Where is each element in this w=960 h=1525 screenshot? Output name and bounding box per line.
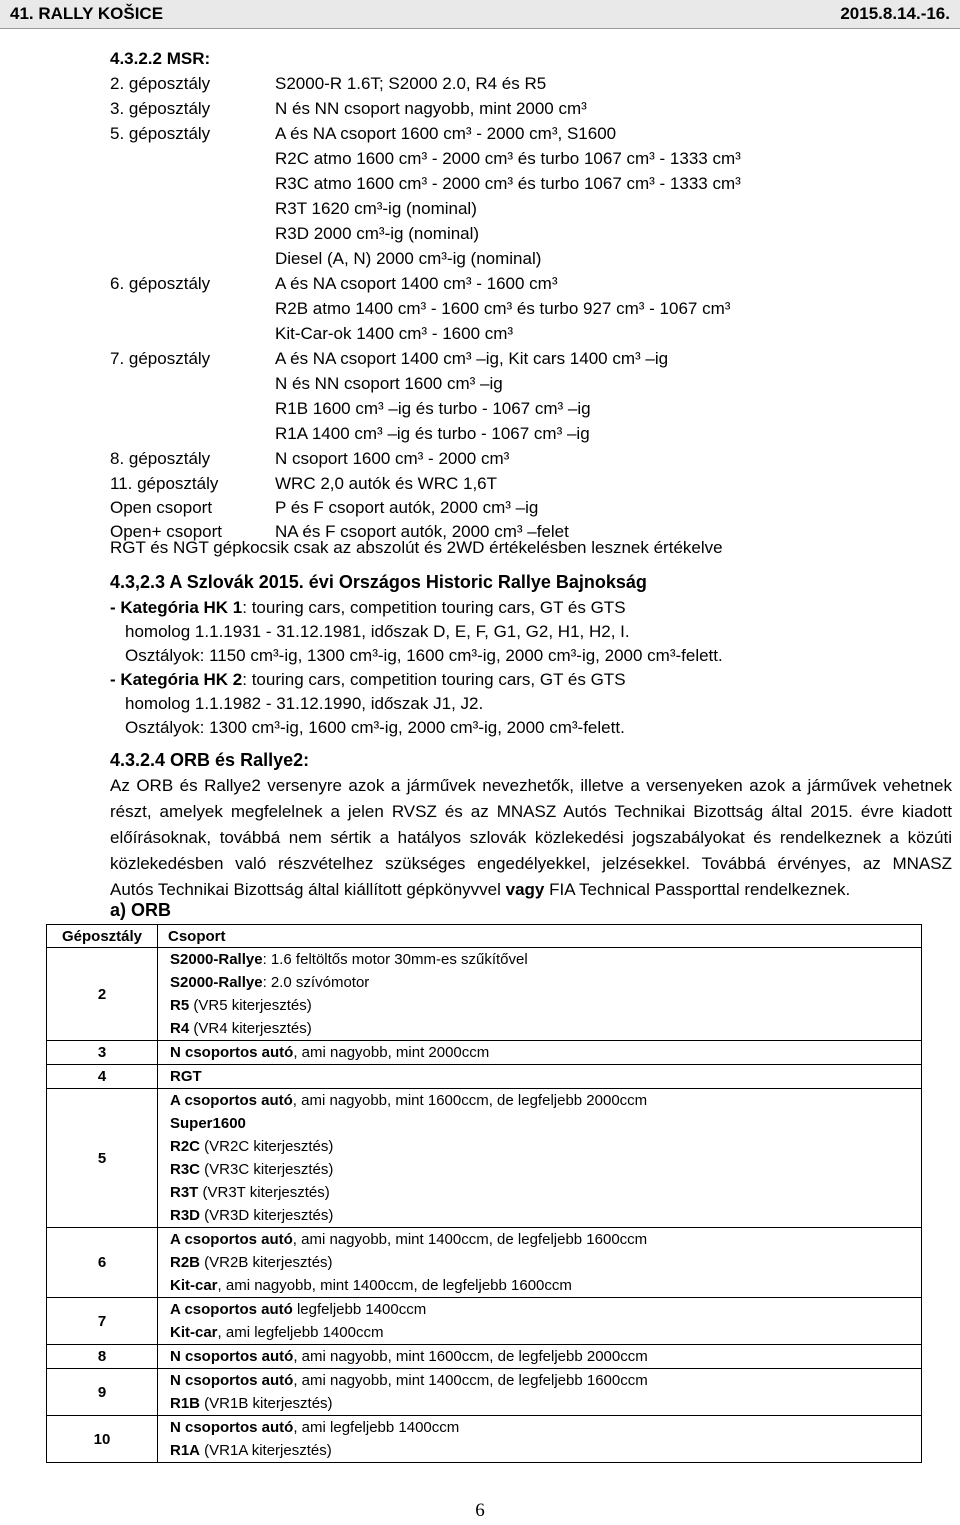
- orb-last-post: FIA Technical Passporttal rendelkeznek.: [544, 880, 851, 899]
- group-item: [170, 1345, 921, 1368]
- group-item-name: A csoportos autó: [170, 1231, 293, 1248]
- table-row: [47, 1416, 922, 1463]
- group-item: [170, 1065, 921, 1088]
- group-item-desc: , ami nagyobb, mint 1400ccm, de legfeljebb 1600ccm: [217, 1277, 572, 1294]
- group-item-desc: : 1.6 feltöltős motor 30mm-es szűkítővel: [262, 951, 528, 968]
- group-item-desc: (VR3D kiterjesztés): [200, 1207, 334, 1224]
- group-item-name: A csoportos autó: [170, 1301, 293, 1318]
- group-item-name: R1B: [170, 1395, 201, 1412]
- table-row: [47, 1298, 922, 1345]
- msr-class-value: Kit-Car-ok 1400 cm³ - 1600 cm³: [275, 324, 514, 343]
- class-groups: [158, 948, 922, 1041]
- page-number: 6: [475, 1500, 485, 1521]
- table-row: [47, 1041, 922, 1065]
- group-item: [170, 1181, 921, 1204]
- msr-class-value: N és NN csoport 1600 cm³ –ig: [275, 374, 503, 393]
- table-row: [47, 1345, 922, 1369]
- msr-class-value: Diesel (A, N) 2000 cm³-ig (nominal): [275, 249, 542, 268]
- msr-class-value: R1B 1600 cm³ –ig és turbo - 1067 cm³ –ig: [275, 399, 591, 418]
- table-body: [47, 948, 922, 1463]
- class-groups: [158, 1298, 922, 1345]
- group-item-desc: , ami nagyobb, mint 2000ccm: [293, 1044, 490, 1061]
- group-item-desc: (VR3T kiterjesztés): [198, 1184, 330, 1201]
- msr-class-value: P és F csoport autók, 2000 cm³ –ig: [275, 498, 539, 517]
- page-header: [0, 0, 960, 29]
- group-item-name: R3C: [170, 1161, 201, 1178]
- table-row: [47, 1369, 922, 1416]
- group-item-desc: (VR3C kiterjesztés): [200, 1161, 334, 1178]
- historic-heading: 4.3,2.3 A Szlovák 2015. évi Országos Historic Rallye Bajnokság: [110, 572, 647, 592]
- group-item-desc: , ami nagyobb, mint 1600ccm, de legfeljebb 2000ccm: [292, 1092, 648, 1109]
- group-item: [170, 994, 921, 1017]
- table-row: [47, 1065, 922, 1089]
- col-header-group: Csoport: [158, 925, 922, 948]
- class-table: [46, 924, 922, 1463]
- class-groups: [158, 1228, 922, 1298]
- class-groups: [158, 1369, 922, 1416]
- msr-class-value: R1A 1400 cm³ –ig és turbo - 1067 cm³ –ig: [275, 424, 590, 443]
- group-item-name: A csoportos autó: [170, 1092, 293, 1109]
- group-item-name: N csoportos autó: [170, 1419, 294, 1436]
- msr-class-value: R3D 2000 cm³-ig (nominal): [275, 224, 480, 243]
- col-header-class: Géposztály: [47, 925, 158, 948]
- group-item: [170, 1041, 921, 1064]
- orb-paragraph-line: előírásoknak, továbbá nem sértik a hatályos szlovák közlekedési jogszabályokat és rendelkeznek a közúti: [110, 828, 952, 847]
- group-item-name: R3T: [170, 1184, 199, 1201]
- group-item: [170, 1017, 921, 1040]
- msr-class-label: 2. géposztály: [110, 74, 211, 93]
- group-item-name: Kit-car: [170, 1324, 218, 1341]
- header-date: 2015.8.14.-16.: [840, 4, 950, 23]
- msr-class-label: Open csoport: [110, 498, 213, 517]
- group-item: [170, 1112, 921, 1135]
- class-number: 4: [47, 1065, 158, 1089]
- group-item: [170, 1274, 921, 1297]
- orb-heading: 4.3.2.4 ORB és Rallye2:: [110, 750, 310, 770]
- group-item: [170, 1251, 921, 1274]
- msr-class-value: A és NA csoport 1600 cm³ - 2000 cm³, S1600: [275, 124, 617, 143]
- orb-last-bold: vagy: [505, 880, 545, 899]
- class-number: 3: [47, 1041, 158, 1065]
- msr-class-label: 5. géposztály: [110, 124, 211, 143]
- hk2-classes: Osztályok: 1300 cm³-ig, 1600 cm³-ig, 2000 cm³-ig, 2000 cm³-felett.: [125, 718, 625, 737]
- msr-class-value: R2B atmo 1400 cm³ - 1600 cm³ és turbo 927 cm³ - 1067 cm³: [275, 299, 731, 318]
- group-item-desc: , ami legfeljebb 1400ccm: [217, 1324, 384, 1341]
- msr-heading: 4.3.2.2 MSR:: [110, 49, 211, 68]
- hk2-desc: : touring cars, competition touring cars, GT és GTS: [242, 670, 626, 689]
- msr-class-value: NA és F csoport autók, 2000 cm³ –felet: [275, 522, 569, 541]
- group-item-name: R2B: [170, 1254, 201, 1271]
- group-item: [170, 948, 921, 971]
- hk1-label: - Kategória HK 1: [110, 598, 243, 617]
- orb-paragraph-line: részt, amelyek megfelelnek a jelen RVSZ és az MNASZ Autós Technikai Bizottság által 2015. évre kiadott: [110, 802, 952, 821]
- class-groups: [158, 1065, 922, 1089]
- group-item-desc: , ami nagyobb, mint 1400ccm, de legfeljebb 1600ccm: [293, 1372, 648, 1389]
- group-item-name: Kit-car: [170, 1277, 218, 1294]
- class-groups: [158, 1089, 922, 1228]
- msr-class-value: N és NN csoport nagyobb, mint 2000 cm³: [275, 99, 587, 118]
- group-item: [170, 1321, 921, 1344]
- msr-note: RGT és NGT gépkocsik csak az abszolút és 2WD értékelésben lesznek értékelve: [110, 538, 723, 557]
- msr-class-label: 7. géposztály: [110, 349, 211, 368]
- msr-class-label: 11. géposztály: [110, 474, 219, 493]
- group-item: [170, 1228, 921, 1251]
- group-item: [170, 1439, 921, 1462]
- group-item-desc: (VR2B kiterjesztés): [200, 1254, 333, 1271]
- msr-class-value: N csoport 1600 cm³ - 2000 cm³: [275, 449, 510, 468]
- class-groups: [158, 1416, 922, 1463]
- msr-class-value: WRC 2,0 autók és WRC 1,6T: [275, 474, 498, 493]
- group-item-name: S2000-Rallye: [170, 974, 263, 991]
- class-groups: [158, 1041, 922, 1065]
- hk1-classes: Osztályok: 1150 cm³-ig, 1300 cm³-ig, 1600 cm³-ig, 2000 cm³-ig, 2000 cm³-felett.: [125, 646, 723, 665]
- msr-class-label: 3. géposztály: [110, 99, 211, 118]
- orb-subheading: a) ORB: [110, 900, 172, 920]
- group-item-desc: , ami nagyobb, mint 1600ccm, de legfeljebb 2000ccm: [293, 1348, 648, 1365]
- group-item-desc: : 2.0 szívómotor: [262, 974, 370, 991]
- group-item-desc: legfeljebb 1400ccm: [292, 1301, 427, 1318]
- msr-class-value: S2000-R 1.6T; S2000 2.0, R4 és R5: [275, 74, 547, 93]
- group-item-name: RGT: [170, 1068, 202, 1085]
- msr-class-value: R3C atmo 1600 cm³ - 2000 cm³ és turbo 1067 cm³ - 1333 cm³: [275, 174, 741, 193]
- orb-paragraph-line: közlekedésben való részvételhez szükséges engedélyekkel, jelzésekkel. Továbbá érvényes, az MNASZ: [110, 854, 952, 873]
- group-item-desc: , ami legfeljebb 1400ccm: [293, 1419, 460, 1436]
- table-row: [47, 1089, 922, 1228]
- class-number: 9: [47, 1369, 158, 1416]
- hk2-label: - Kategória HK 2: [110, 670, 243, 689]
- group-item: [170, 971, 921, 994]
- group-item-desc: (VR1B kiterjesztés): [200, 1395, 333, 1412]
- class-number: 10: [47, 1416, 158, 1463]
- msr-class-value: R3T 1620 cm³-ig (nominal): [275, 199, 477, 218]
- hk1-desc: : touring cars, competition touring cars, GT és GTS: [242, 598, 626, 617]
- group-item: [170, 1158, 921, 1181]
- msr-class-label: 6. géposztály: [110, 274, 211, 293]
- group-item-desc: (VR4 kiterjesztés): [189, 1020, 312, 1037]
- group-item-desc: , ami nagyobb, mint 1400ccm, de legfeljebb 1600ccm: [292, 1231, 648, 1248]
- msr-class-label: Open+ csoport: [110, 522, 222, 541]
- table-row: [47, 1228, 922, 1298]
- orb-last-pre: Autós Technikai Bizottság által kiállított gépkönyvvel: [110, 880, 506, 899]
- msr-class-label: 8. géposztály: [110, 449, 211, 468]
- group-item: [170, 1204, 921, 1227]
- hk2-line: [110, 670, 626, 690]
- group-item-name: Super1600: [170, 1115, 246, 1132]
- group-item-name: N csoportos autó: [170, 1348, 294, 1365]
- group-item-desc: (VR2C kiterjesztés): [200, 1138, 334, 1155]
- group-item-name: R4: [170, 1020, 190, 1037]
- header-title: 41. RALLY KOŠICE: [10, 4, 164, 23]
- msr-class-value: R2C atmo 1600 cm³ - 2000 cm³ és turbo 1067 cm³ - 1333 cm³: [275, 149, 741, 168]
- orb-paragraph-line: [110, 877, 952, 903]
- class-number: 2: [47, 948, 158, 1041]
- msr-class-value: A és NA csoport 1400 cm³ - 1600 cm³: [275, 274, 558, 293]
- group-item-name: R1A: [170, 1442, 201, 1459]
- group-item-name: R3D: [170, 1207, 201, 1224]
- group-item-name: R2C: [170, 1138, 201, 1155]
- hk1-homolog: homolog 1.1.1931 - 31.12.1981, időszak D, E, F, G1, G2, H1, H2, I.: [125, 622, 630, 641]
- group-item-desc: (VR5 kiterjesztés): [189, 997, 312, 1014]
- group-item-name: S2000-Rallye: [170, 951, 263, 968]
- group-item: [170, 1298, 921, 1321]
- orb-paragraph: [110, 773, 952, 903]
- group-item-name: N csoportos autó: [170, 1044, 294, 1061]
- group-item: [170, 1392, 921, 1415]
- orb-paragraph-line: Az ORB és Rallye2 versenyre azok a járművek nevezhetők, illetve a versenyeken azok a járművek vehetnek: [110, 776, 952, 795]
- group-item-name: N csoportos autó: [170, 1372, 294, 1389]
- class-number: 6: [47, 1228, 158, 1298]
- class-number: 8: [47, 1345, 158, 1369]
- table-header-row: [47, 925, 922, 948]
- group-item: [170, 1135, 921, 1158]
- class-groups: [158, 1345, 922, 1369]
- group-item: [170, 1369, 921, 1392]
- table-row: [47, 948, 922, 1041]
- class-number: 7: [47, 1298, 158, 1345]
- group-item-desc: (VR1A kiterjesztés): [200, 1442, 332, 1459]
- hk2-homolog: homolog 1.1.1982 - 31.12.1990, időszak J1, J2.: [125, 694, 484, 713]
- msr-class-value: A és NA csoport 1400 cm³ –ig, Kit cars 1400 cm³ –ig: [275, 349, 669, 368]
- group-item: [170, 1089, 921, 1112]
- group-item-name: R5: [170, 997, 190, 1014]
- hk1-line: [110, 598, 626, 618]
- group-item: [170, 1416, 921, 1439]
- class-number: 5: [47, 1089, 158, 1228]
